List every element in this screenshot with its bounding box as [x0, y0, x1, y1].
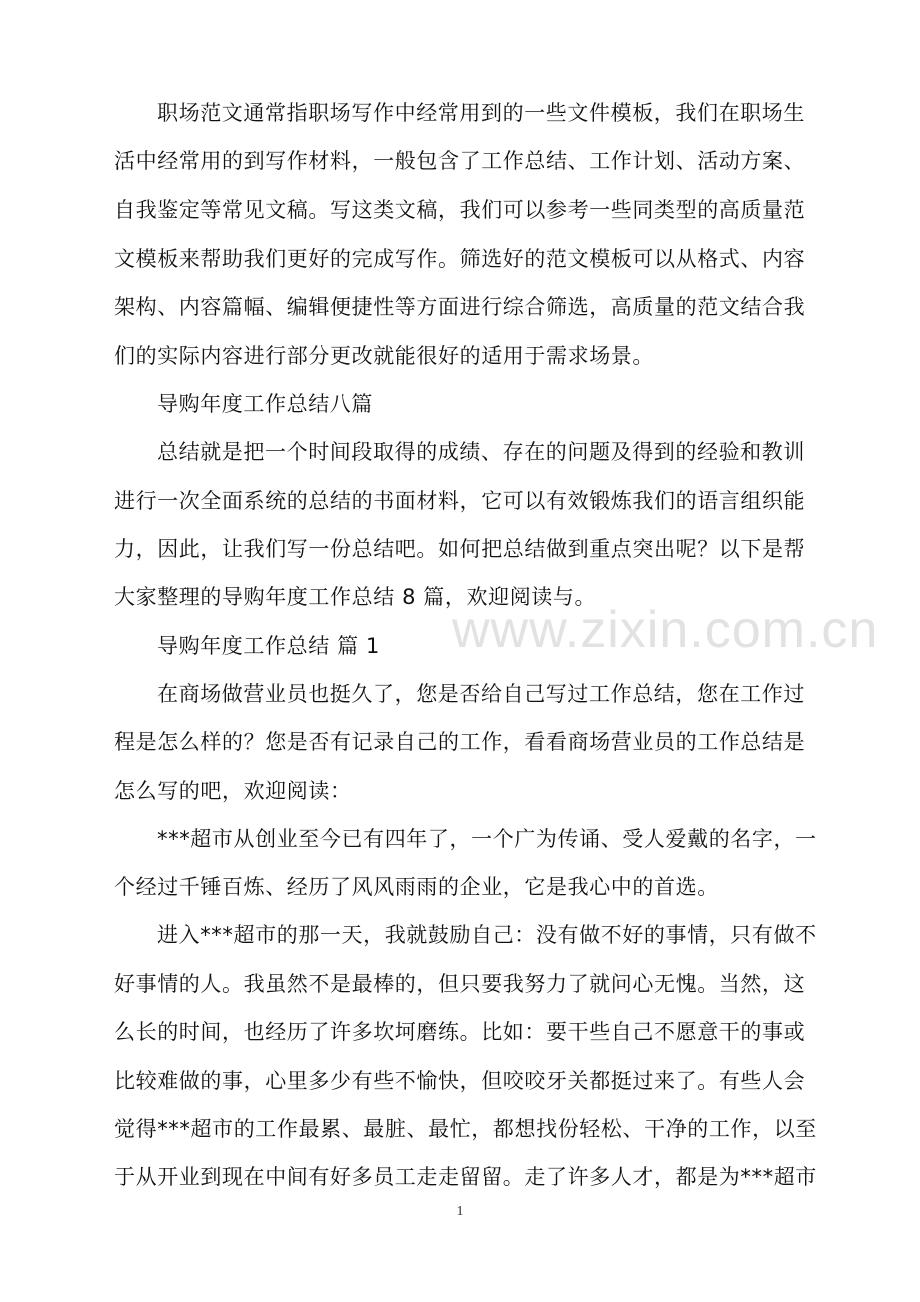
paragraph-line: ***超市从创业至今已有四年了，一个广为传诵、受人爱戴的名字，一 [157, 827, 817, 851]
paragraph-line: 力，因此，让我们写一份总结吧。如何把总结做到重点突出呢？以下是帮 [114, 537, 806, 561]
paragraph-line: 总结就是把一个时间段取得的成绩、存在的问题及得到的经验和教训 [157, 440, 805, 464]
paragraph-line: 自我鉴定等常见文稿。写这类文稿，我们可以参考一些同类型的高质量范 [114, 198, 806, 222]
paragraph-line: 于从开业到现在中间有好多员工走走留留。走了许多人才，都是为***超市 [114, 1165, 817, 1189]
paragraph-line: 架构、内容篇幅、编辑便捷性等方面进行综合筛选，高质量的范文结合我 [114, 295, 806, 319]
section-title: 导购年度工作总结八篇 [157, 392, 373, 416]
paragraph-line: 怎么写的吧，欢迎阅读： [114, 779, 352, 803]
paragraph-line: 程是怎么样的？您是否有记录自己的工作，看看商场营业员的工作总结是 [114, 730, 806, 754]
paragraph-line: 进入***超市的那一天，我就鼓励自己：没有做不好的事情，只有做不 [157, 923, 817, 947]
paragraph-line: 文模板来帮助我们更好的完成写作。筛选好的范文模板可以从格式、内容 [114, 247, 806, 271]
paragraph-line: 们的实际内容进行部分更改就能很好的适用于需求场景。 [114, 344, 654, 368]
paragraph-line: 大家整理的导购年度工作总结 8 篇，欢迎阅读与。 [114, 585, 597, 609]
paragraph-line: 好事情的人。我虽然不是最棒的，但只要我努力了就问心无愧。当然，这 [114, 972, 806, 996]
paragraph-line: 进行一次全面系统的总结的书面材料，它可以有效锻炼我们的语言组织能 [114, 489, 806, 513]
section-title: 导购年度工作总结 篇 1 [157, 634, 380, 658]
paragraph-line: 觉得***超市的工作最累、最脏、最忙，都想找份轻松、干净的工作，以至 [114, 1117, 817, 1141]
paragraph-line: 活中经常用的到写作材料，一般包含了工作总结、工作计划、活动方案、 [114, 149, 806, 173]
paragraph-line: 比较难做的事，心里多少有些不愉快，但咬咬牙关都挺过来了。有些人会 [114, 1069, 806, 1093]
paragraph-line: 在商场做营业员也挺久了，您是否给自己写过工作总结，您在工作过 [157, 682, 805, 706]
paragraph-line: 个经过千锤百炼、经历了风风雨雨的企业，它是我心中的首选。 [114, 875, 719, 899]
paragraph-line: 职场范文通常指职场写作中经常用到的一些文件模板，我们在职场生 [157, 101, 805, 125]
page-number: 1 [456, 1204, 464, 1219]
watermark: www.zixin.com.cn [452, 601, 879, 659]
paragraph-line: 么长的时间，也经历了许多坎坷磨练。比如：要干些自己不愿意干的事或 [114, 1020, 806, 1044]
